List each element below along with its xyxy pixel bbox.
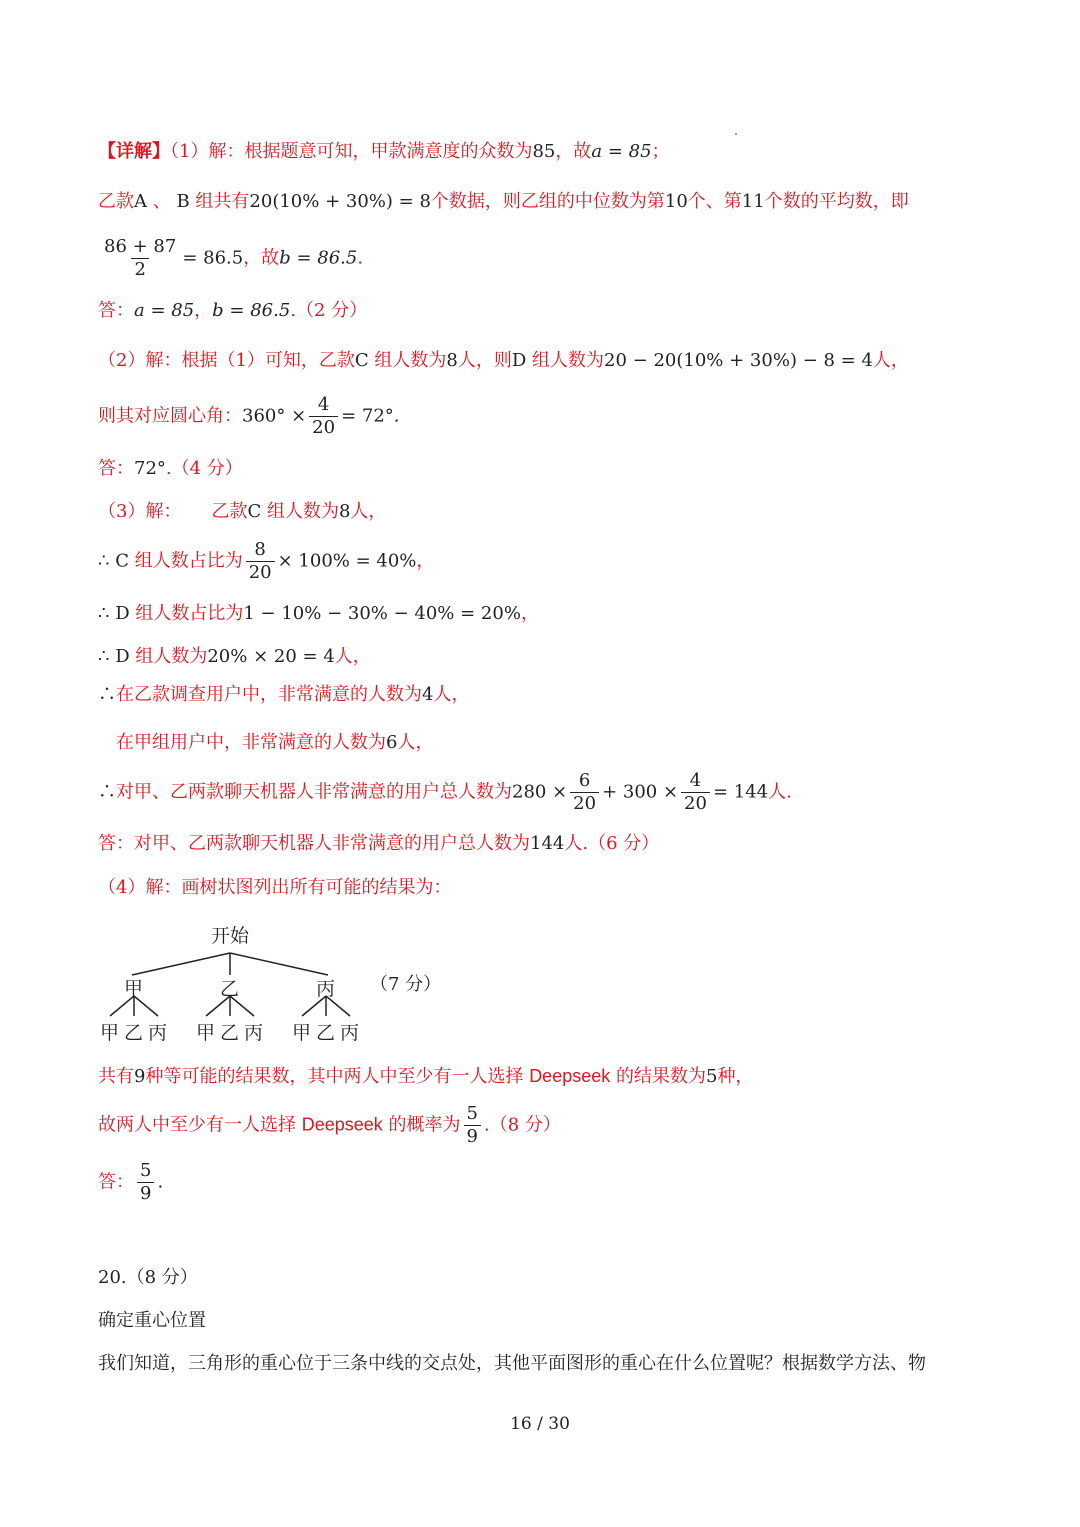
detail-line-2: 乙款A 、 B 组共有20(10% + 30%) = 8个数据，则乙组的中位数为第10个、第11个数的平均数，即 xyxy=(98,191,909,212)
part-3-answer: 答：对甲、乙两款聊天机器人非常满意的用户总人数为144人.（6 分） xyxy=(98,833,660,854)
fraction: $\frac{4}{20}$ xyxy=(681,770,710,815)
part-4-line-1: （4）解：画树状图列出所有可能的结果为： xyxy=(98,877,452,898)
tree-leaf: 甲 xyxy=(292,1022,312,1044)
part-3-line-3: ∴ D 组人数占比为1 − 10% − 30% − 40% = 20%， xyxy=(98,603,539,624)
part-3-line-6: 在甲组用户中，非常满意的人数为6人， xyxy=(116,732,434,753)
tree-leaf: 乙 xyxy=(220,1022,240,1044)
question-20-header: 20.（8 分） xyxy=(98,1267,198,1288)
tree-leaf: 乙 xyxy=(124,1022,144,1044)
tree-leaf: 丙 xyxy=(148,1022,168,1044)
fraction: $\frac{86 + 87}{2}$ xyxy=(104,236,177,280)
tree-root: 开始 xyxy=(211,925,250,947)
page-number: 16 / 30 xyxy=(510,1414,570,1434)
question-20-title: 确定重心位置 xyxy=(98,1310,206,1331)
part-2-line-2: 则其对应圆心角：360° × $\frac{4}{20}$ = 72°. xyxy=(98,394,400,438)
tree-score: （7 分） xyxy=(370,974,442,995)
answer-2: 答：72°.（4 分） xyxy=(98,458,243,479)
part-3-line-4: ∴ D 组人数为20% × 20 = 4人， xyxy=(98,646,371,667)
part-4-line-3: 故两人中至少有一人选择 Deepseek 的概率为 $\frac{5}{9}$ .（8 分） xyxy=(98,1103,561,1147)
detail-tag: 【详解】 xyxy=(98,141,170,162)
part-3-line-2: ∴ C 组人数占比为 $\frac{8}{20}$ × 100% = 40%， xyxy=(98,539,435,583)
part-4-answer: 答： $\frac{5}{9}$ . xyxy=(98,1160,164,1204)
tree-leaf: 甲 xyxy=(100,1022,120,1044)
detail-line-1: 【详解】（1）解：根据题意可知，甲款满意度的众数为85，故a = 85； xyxy=(98,141,670,162)
tree-leaf: 丙 xyxy=(244,1022,264,1044)
tree-leaf: 丙 xyxy=(340,1022,360,1044)
fraction: $\frac{8}{20}$ xyxy=(246,539,275,584)
tree-branch-1: 甲 xyxy=(124,978,144,1000)
tree-edge xyxy=(230,953,328,975)
part-3-line-5: ∴在乙款调查用户中，非常满意的人数为4人， xyxy=(98,684,470,705)
fraction: $\frac{5}{9}$ xyxy=(464,1103,481,1148)
scan-speck xyxy=(735,133,737,135)
fraction: $\frac{5}{9}$ xyxy=(137,1160,154,1205)
part-4-line-2: 共有9种等可能的结果数，其中两人中至少有一人选择 Deepseek 的结果数为5种， xyxy=(98,1066,754,1087)
tree-leaf: 乙 xyxy=(316,1022,336,1044)
tree-branch-2: 乙 xyxy=(220,978,240,1000)
part-2-line-1: （2）解：根据（1）可知，乙款C 组人数为8人，则D 组人数为20 − 20(10% + 30%) − 8 = 4人， xyxy=(98,350,909,371)
answer-1: 答：a = 85，b = 86.5.（2 分） xyxy=(98,300,368,321)
fraction: $\frac{6}{20}$ xyxy=(570,770,599,815)
part-3-line-7: ∴对甲、乙两款聊天机器人非常满意的用户总人数为280 × $\frac{6}{20}$ + 300 × $\frac{4}{20}$ = 144人. xyxy=(98,770,792,814)
part-3-line-1: （3）解： 乙款C 组人数为8人， xyxy=(98,501,387,522)
tree-branch-3: 丙 xyxy=(316,978,336,1000)
fraction: $\frac{4}{20}$ xyxy=(309,394,338,439)
tree-leaf: 甲 xyxy=(196,1022,216,1044)
tree-edge xyxy=(132,953,230,975)
detail-line-3: $\frac{86 + 87}{2}$ = 86.5，故b = 86.5. xyxy=(98,236,363,281)
question-20-body: 我们知道，三角形的重心位于三条中线的交点处，其他平面图形的重心在什么位置呢？根据数学方法、物 xyxy=(98,1353,926,1374)
